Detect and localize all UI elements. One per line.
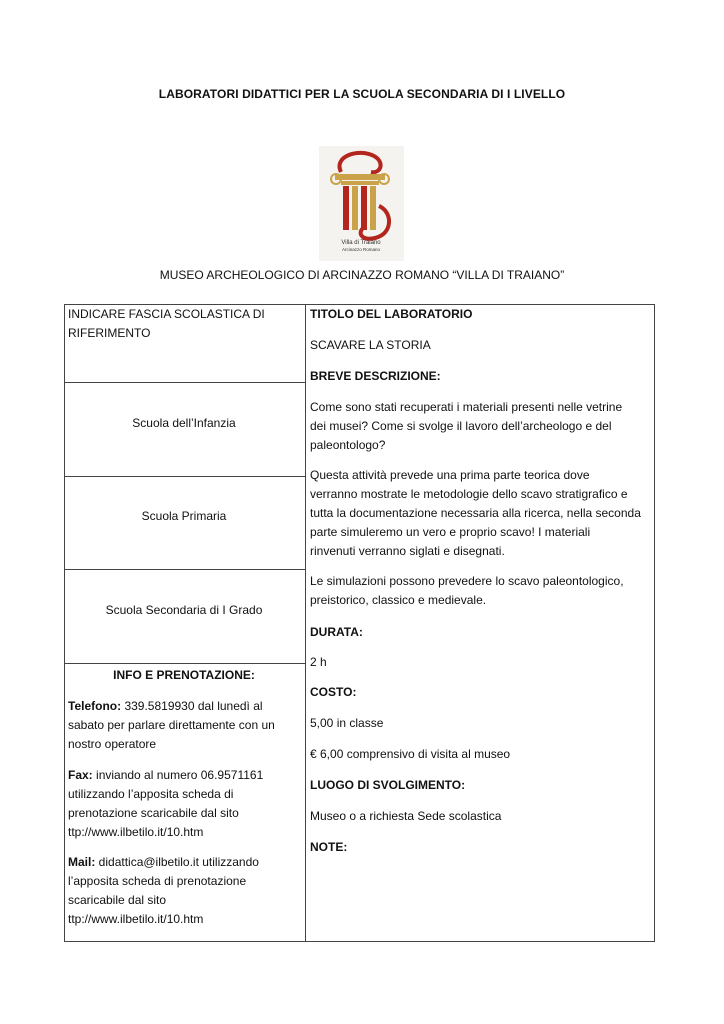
costo-value-classe: 5,00 in classe xyxy=(310,716,384,730)
mail-address[interactable]: didattica@ilbetilo.it utilizzando xyxy=(95,855,259,869)
fax-number: inviando al numero 06.9571161 xyxy=(92,768,264,782)
fax-info: Fax: inviando al numero 06.9571161 utilizzando l’apposita scheda di prenotazione scaricabile dal sito ttp://www.ilbetilo.it/10.htm xyxy=(68,766,300,842)
phone-label: Telefono: xyxy=(68,699,122,713)
phone-number: 339.5819930 dal lunedì al xyxy=(121,699,263,713)
table-divider-1 xyxy=(64,382,306,383)
luogo-value: Museo o a richiesta Sede scolastica xyxy=(310,809,502,823)
description-3: Le simulazioni possono prevedere lo scavo paleontologico, preistorico, classico e medievale. xyxy=(310,574,624,607)
mail-info: Mail: didattica@ilbetilo.it utilizzando l’apposita scheda di prenotazione scaricabile dal sito ttp://www.ilbetilo.it/10.htm xyxy=(68,853,300,929)
durata-value: 2 h xyxy=(310,655,327,669)
table-divider-2 xyxy=(64,476,306,477)
logo-text-line1: Villa di Traiano xyxy=(341,240,381,246)
fax-label: Fax: xyxy=(68,768,93,782)
mail-label: Mail: xyxy=(68,855,96,869)
mail-link[interactable]: ttp://www.ilbetilo.it/10.htm xyxy=(68,912,204,926)
fax-link[interactable]: ttp://www.ilbetilo.it/10.htm xyxy=(68,825,204,839)
table-divider-vertical xyxy=(305,304,306,942)
museum-name: MUSEO ARCHEOLOGICO DI ARCINAZZO ROMANO “VILLA DI TRAIANO” xyxy=(159,268,565,282)
durata-label: DURATA: xyxy=(310,625,363,639)
school-secondaria: Scuola Secondaria di I Grado xyxy=(105,603,263,617)
titolo-value: SCAVARE LA STORIA xyxy=(310,338,431,352)
school-primaria: Scuola Primaria xyxy=(141,509,227,523)
titolo-label: TITOLO DEL LABORATORIO xyxy=(310,307,473,321)
description-1: Come sono stati recuperati i materiali presenti nelle vetrine dei musei? Come si svolge il lavoro dell’archeologo e del paleontologo? xyxy=(310,400,623,452)
school-infanzia: Scuola dell’Infanzia xyxy=(132,416,236,430)
table-divider-4 xyxy=(64,663,306,664)
note-label: NOTE: xyxy=(310,840,348,854)
phone-info: Telefono: 339.5819930 dal lunedì al sabato per parlare direttamente con un nostro operatore xyxy=(68,699,275,751)
fascia-label: INDICARE FASCIA SCOLASTICA DI RIFERIMENTO xyxy=(68,307,265,340)
costo-label: COSTO: xyxy=(310,685,357,699)
breve-label: BREVE DESCRIZIONE: xyxy=(310,369,441,383)
description-2: Questa attività prevede una prima parte teorica dove verranno mostrate le metodologie dello scavo stratigrafico e tutta la documentazione necessaria alla ricerca, nella seconda parte simuleremo un vero e proprio scavo! I materiali rinvenuti verranno siglati e disegnati. xyxy=(310,468,641,558)
logo-text-line2: Arcinazzo Romano xyxy=(341,247,381,252)
info-title: INFO E PRENOTAZIONE: xyxy=(113,668,255,682)
museum-logo xyxy=(319,146,404,261)
table-divider-3 xyxy=(64,569,306,570)
luogo-label: LUOGO DI SVOLGIMENTO: xyxy=(310,778,466,792)
page-title: LABORATORI DIDATTICI PER LA SCUOLA SECONDARIA DI I LIVELLO xyxy=(158,87,566,101)
costo-value-museo: € 6,00 comprensivo di visita al museo xyxy=(310,747,511,761)
